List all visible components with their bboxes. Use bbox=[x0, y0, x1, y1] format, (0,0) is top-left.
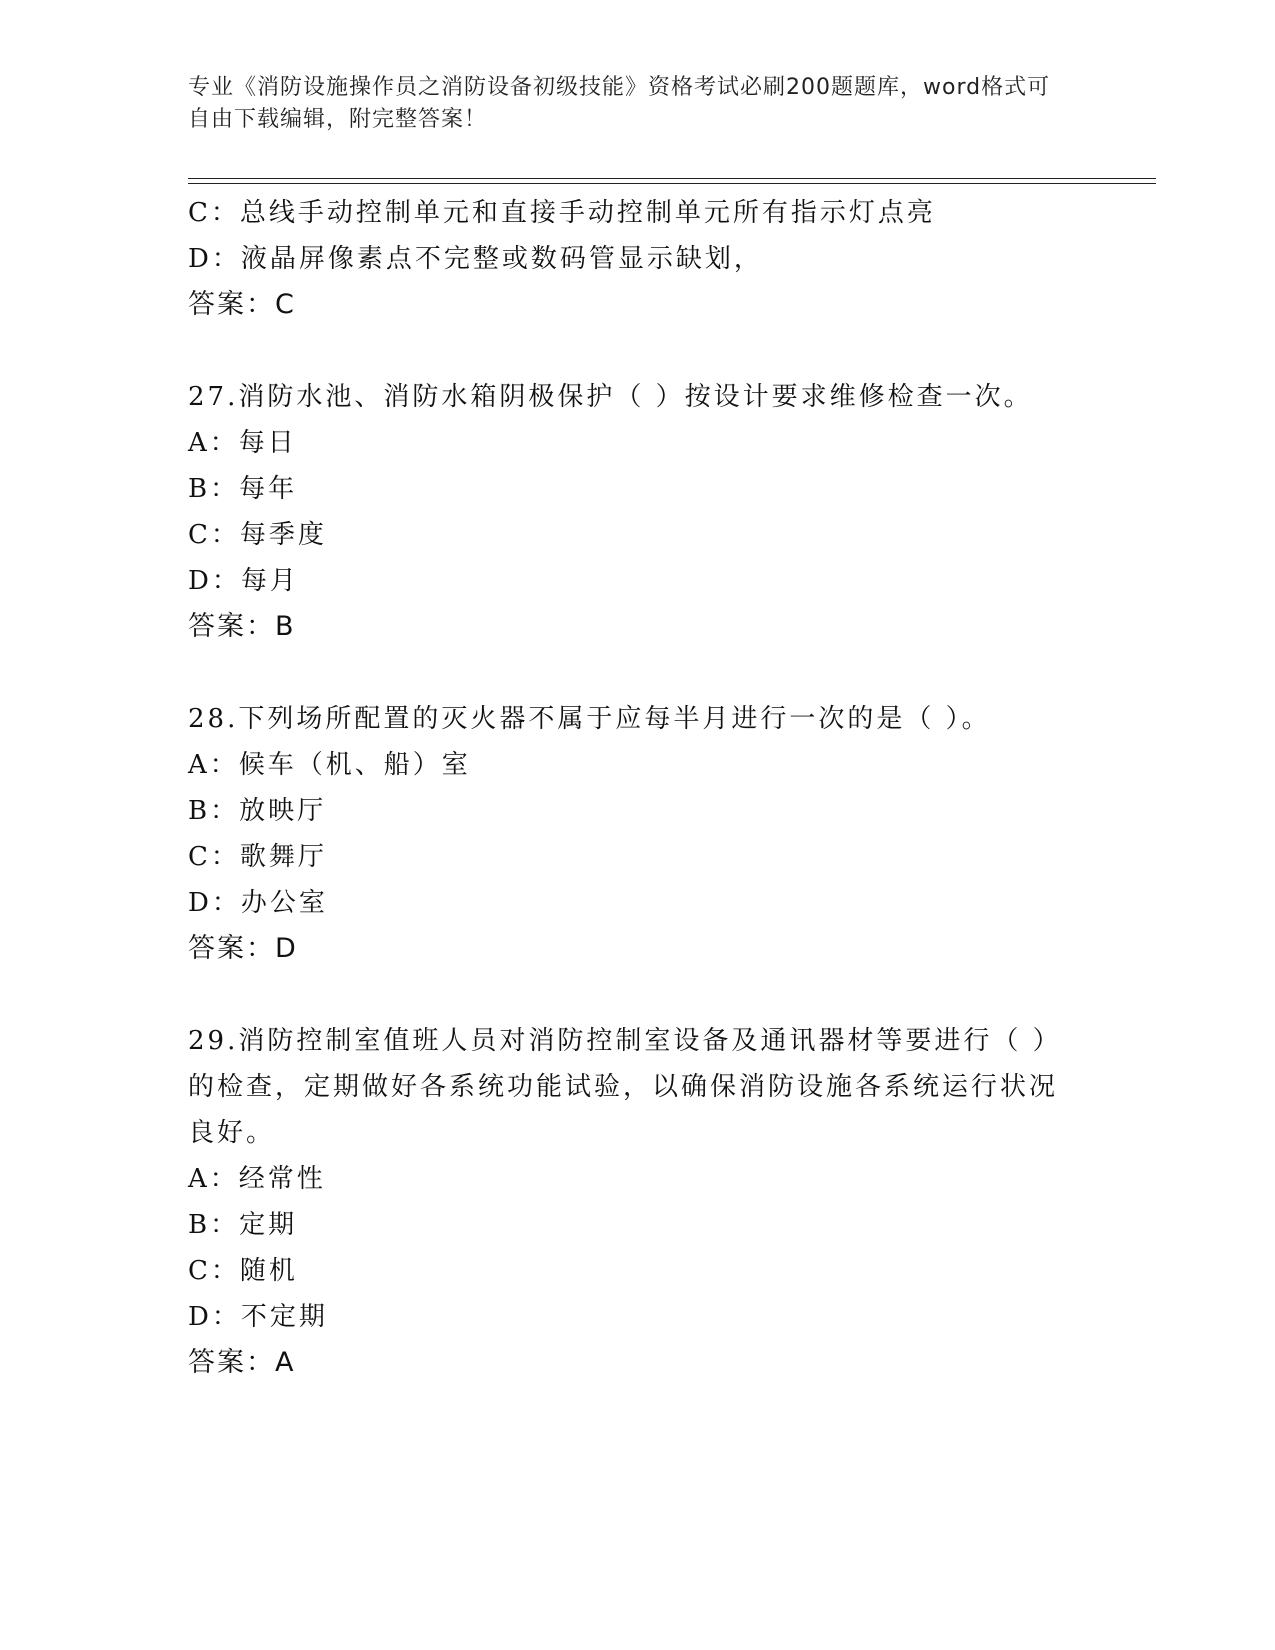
spacer bbox=[188, 972, 1128, 1018]
header-rule-bottom bbox=[188, 183, 1156, 184]
header-rule-top bbox=[188, 178, 1156, 179]
q26-option-c: C：总线手动控制单元和直接手动控制单元所有指示灯点亮 bbox=[188, 198, 936, 228]
q28-option-a: A：候车（机、船）室 bbox=[188, 750, 471, 780]
q28-option-b: B：放映厅 bbox=[188, 796, 327, 826]
q26-answer: 答案：C bbox=[188, 289, 296, 320]
q27-answer: 答案：B bbox=[188, 611, 296, 642]
q26-option-d: D：液晶屏像素点不完整或数码管显示缺划， bbox=[188, 244, 763, 274]
q28-option-c: C：歌舞厅 bbox=[188, 842, 327, 872]
q29-option-d: D：不定期 bbox=[188, 1302, 328, 1332]
q29-option-a: A：经常性 bbox=[188, 1164, 326, 1194]
q29-question: 29.消防控制室值班人员对消防控制室设备及通讯器材等要进行（ ）的检查，定期做好各系统功能试验，以确保消防设施各系统运行状况良好。 bbox=[188, 1026, 1062, 1148]
q27-option-b: B：每年 bbox=[188, 474, 298, 504]
q29-option-b: B：定期 bbox=[188, 1210, 298, 1240]
q27-option-d: D：每月 bbox=[188, 566, 299, 596]
q28-answer: 答案：D bbox=[188, 933, 298, 964]
question-list bbox=[188, 190, 1128, 1386]
q27-question: 27.消防水池、消防水箱阴极保护（ ）按设计要求维修检查一次。 bbox=[188, 382, 1033, 412]
document-header: 专业《消防设施操作员之消防设备初级技能》资格考试必刷200题题库，word格式可自由下载编辑，附完整答案！ bbox=[188, 75, 1051, 132]
q29-option-c: C：随机 bbox=[188, 1256, 298, 1286]
q27-option-a: A：每日 bbox=[188, 428, 297, 458]
spacer bbox=[188, 328, 1128, 374]
q28-question: 28.下列场所配置的灭火器不属于应每半月进行一次的是（ ）。 bbox=[188, 704, 991, 734]
spacer bbox=[188, 650, 1128, 696]
q29-answer: 答案：A bbox=[188, 1347, 296, 1378]
q27-option-c: C：每季度 bbox=[188, 520, 327, 550]
q28-option-d: D：办公室 bbox=[188, 888, 328, 918]
